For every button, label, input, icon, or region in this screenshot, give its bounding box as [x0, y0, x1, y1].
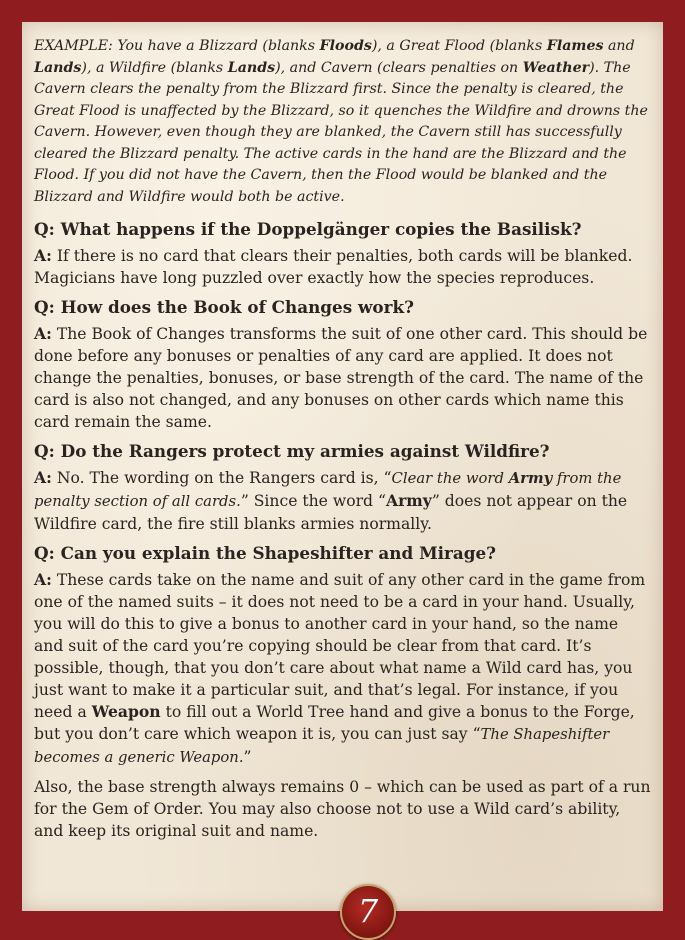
answer-quote: from the penalty section of all cards. — [34, 470, 622, 510]
answer-label: A: — [34, 246, 52, 265]
answer-text: ” Since the word “ — [240, 492, 386, 510]
answer-quote: Clear the word — [391, 470, 509, 487]
example-emphasis: Flames — [546, 38, 604, 54]
answer-emphasis: Army — [385, 491, 432, 510]
example-text: and — [603, 38, 635, 54]
answer-text: ” does not appear on the Wildfire card, the fire still blanks armies normally. — [34, 492, 628, 533]
answer-quote-emphasis: Army — [508, 470, 553, 487]
rules-page — [22, 22, 663, 930]
answer-text: to fill out a World Tree hand and give a bonus to the Forge, but you don’t care which weapon it is, you can just say “ — [34, 703, 635, 743]
answer-text: ” — [243, 748, 252, 766]
example-text: EXAMPLE: You have a Blizzard (blanks — [34, 38, 320, 54]
page-content — [34, 36, 652, 849]
answer-text: No. The wording on the Rangers card is, “ — [51, 469, 392, 487]
answer-label: A: — [34, 570, 52, 589]
example-text: ), and Cavern (clears penalties on — [275, 59, 523, 76]
example-text: ), a Wildfire (blanks — [81, 59, 228, 76]
page-number-badge: 7 — [340, 884, 396, 940]
faq-answer — [34, 467, 652, 535]
faq-answer-continued: Also, the base strength always remains 0 – which can be used as part of a run for the Gem of Order. You may also choose not to use a Wild card’s ability, and keep its original suit and name. — [34, 778, 651, 840]
faq-question: Q: Do the Rangers protect my armies against Wildfire? — [34, 441, 550, 461]
example-text: ). The Cavern clears the penalty from the Blizzard first. Since the penalty is cleared, the Great Flood is unaffected by the Blizzard, so it quenches the Wildfire and drowns the Cavern. However, even though they are blanked, the Cavern still has successfully cleared the Blizzard penalty. The active cards in the hand are the Blizzard and the Flood. If you did not have the Cavern, then the Flood would be blanked and the Blizzard and Wildfire would both be active. — [34, 59, 648, 205]
faq-answer — [34, 323, 652, 433]
answer-label: A: — [34, 468, 52, 487]
example-emphasis: Floods — [319, 38, 372, 54]
faq-answer — [34, 245, 652, 289]
example-text: ), a Great Flood (blanks — [371, 38, 547, 54]
answer-text: These cards take on the name and suit of any other card in the game from one of the named suits – it does not need to be a card in your hand. Usually, you will do this to give a bonus to another card in your hand, so the name and suit of the card you’re copying should be clear from that card. It’s possible, though, that you don’t care about what name a Wild card has, you just want to make it a particular suit, and that’s legal. For instance, if you need a — [34, 571, 646, 721]
answer-label: A: — [34, 324, 52, 343]
faq-question: Q: How does the Book of Changes work? — [34, 297, 414, 317]
example-emphasis: Lands — [227, 59, 276, 76]
answer-text: If there is no card that clears their penalties, both cards will be blanked. Magicians have long puzzled over exactly how the species reproduces. — [34, 247, 633, 287]
faq-answer — [34, 569, 652, 769]
example-emphasis: Weather — [522, 59, 590, 76]
faq-question: Q: What happens if the Doppelgänger copies the Basilisk? — [34, 219, 582, 239]
faq-question: Q: Can you explain the Shapeshifter and Mirage? — [34, 543, 496, 563]
answer-text: The Book of Changes transforms the suit of one other card. This should be done before any bonuses or penalties of any card are applied. It does not change the penalties, bonuses, or base strength of the card. The name of the card is also not changed, and any bonuses on other cards which name this card remain the same. — [34, 325, 648, 431]
example-paragraph — [34, 36, 652, 208]
example-emphasis: Lands — [34, 59, 82, 76]
answer-emphasis: Weapon — [91, 702, 161, 721]
answer-quote: The Shapeshifter becomes a generic Weapon. — [34, 726, 610, 766]
